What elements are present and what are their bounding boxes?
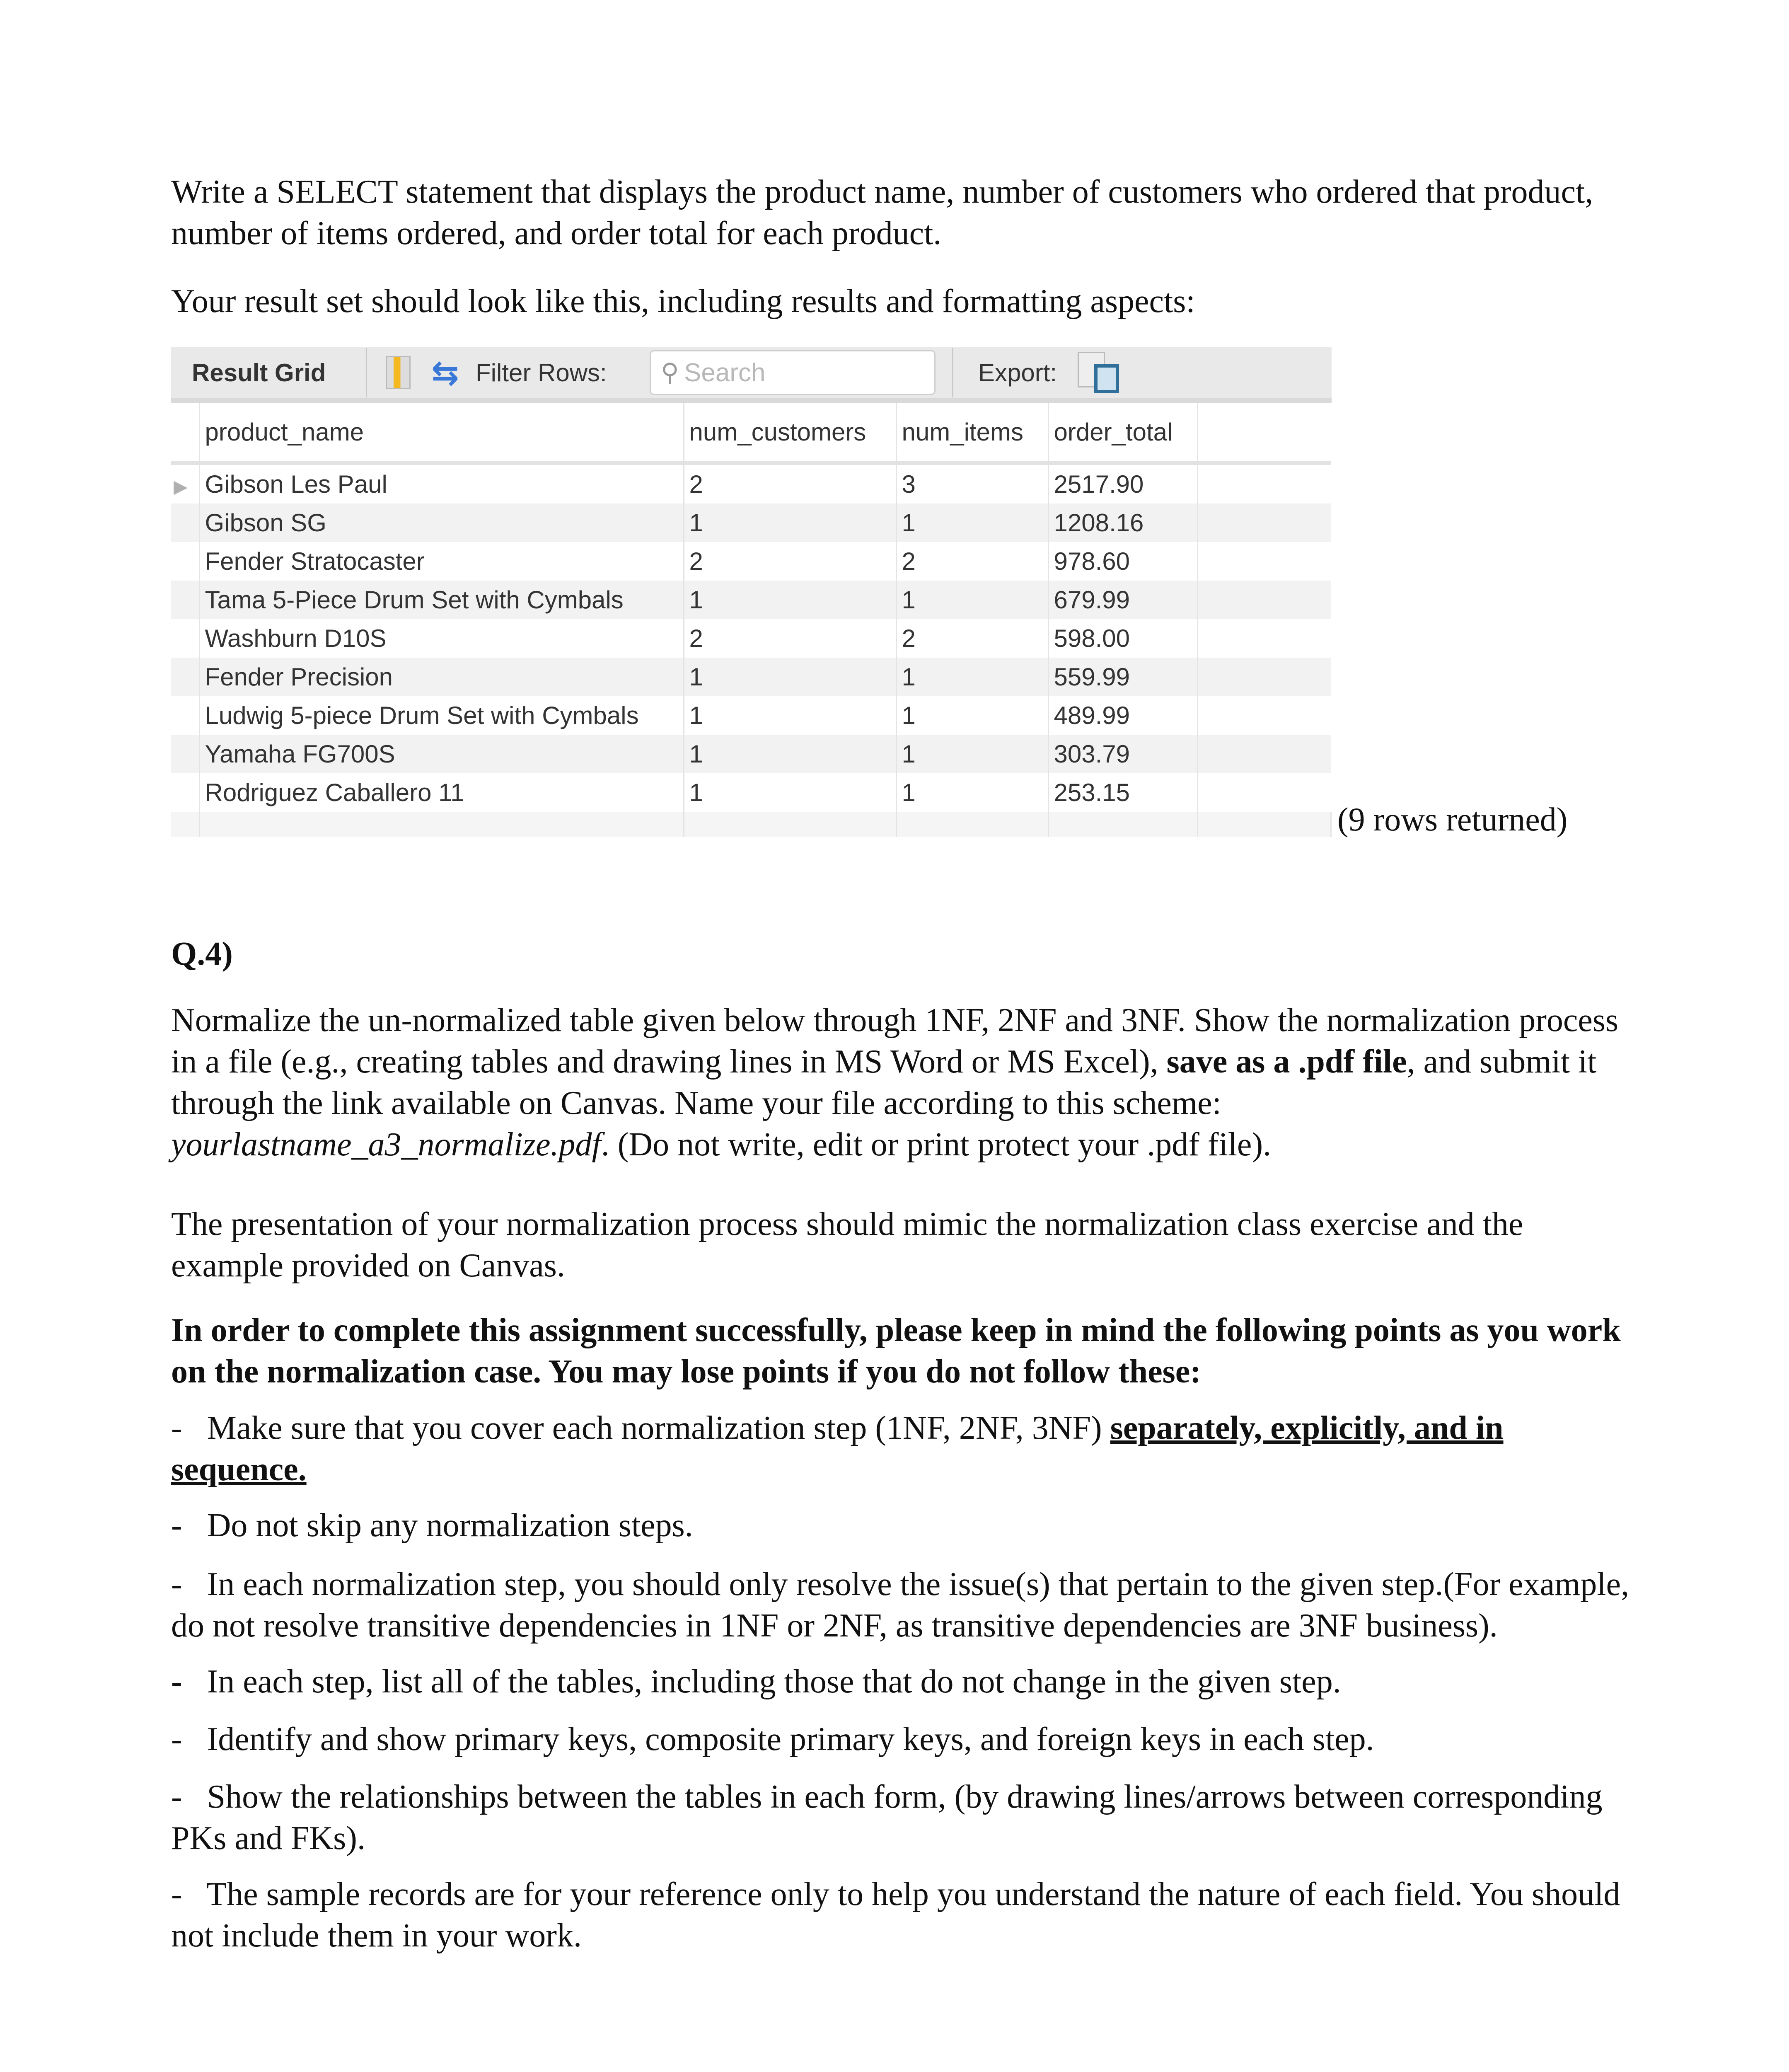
result-grid-title: Result Grid	[192, 358, 326, 387]
cell-num-items[interactable]: 1	[896, 581, 1048, 619]
bullet-text: In each step, list all of the tables, including those that do not change in the given step.	[207, 1663, 1341, 1700]
cell-num-items[interactable]: 1	[896, 658, 1048, 696]
row-gutter	[171, 542, 199, 581]
bullet-item	[171, 1719, 1629, 1760]
rows-returned: (9 rows returned)	[1337, 801, 1568, 838]
table-row[interactable]	[171, 619, 1331, 658]
requirements-intro	[171, 1310, 1629, 1392]
export-icon[interactable]	[1078, 352, 1123, 393]
column-header-num-items[interactable]: num_items	[896, 403, 1048, 463]
emphasized-text: separately, explicitly, and in sequence.	[171, 1410, 1504, 1488]
q4-instructions	[171, 1000, 1629, 1165]
cell-order-total[interactable]: 2517.90	[1048, 463, 1197, 503]
bullet-marker: -	[171, 1507, 182, 1544]
cell-num-customers[interactable]: 2	[684, 542, 896, 581]
empty-row	[171, 812, 1331, 837]
bullet-item	[171, 1505, 1629, 1546]
bullet-marker: -	[171, 1410, 182, 1446]
cell-product-name[interactable]: Fender Stratocaster	[199, 542, 684, 581]
row-gutter	[171, 658, 199, 696]
column-header-num-customers[interactable]: num_customers	[684, 403, 896, 463]
table-row[interactable]	[171, 503, 1331, 542]
row-gutter	[171, 773, 199, 812]
intro-paragraph	[171, 171, 1629, 254]
empty-cell	[199, 812, 684, 837]
cell-num-items[interactable]: 1	[896, 503, 1048, 542]
cell-product-name[interactable]: Fender Precision	[199, 658, 684, 696]
cell-num-items[interactable]: 2	[896, 619, 1048, 658]
bullet-text: The sample records are for your reference only to help you understand the nature of each field. You should not include them in your work.	[171, 1876, 1620, 1954]
intro-text: Write a SELECT statement that displays the product name, number of customers who ordered that product, number of items ordered, and order total for each product.	[171, 174, 1593, 252]
search-icon: ⚲	[661, 358, 679, 386]
empty-cell	[1197, 542, 1331, 581]
row-gutter	[171, 696, 199, 735]
q4-text: . (Do not write, edit or print protect your .pdf file).	[601, 1126, 1272, 1163]
cell-num-customers[interactable]: 1	[684, 658, 896, 696]
bullet-marker: -	[171, 1779, 182, 1815]
header-row	[171, 403, 1331, 463]
grid-layout-icon[interactable]	[386, 356, 411, 389]
requirements-intro-text: In order to complete this assignment successfully, please keep in mind the following points as you work on the normalization case. You may lose points if you do not follow these:	[171, 1312, 1621, 1390]
presentation-paragraph	[171, 1203, 1629, 1286]
cell-product-name[interactable]: Rodriguez Caballero 11	[199, 773, 684, 812]
result-grid	[171, 347, 1332, 834]
cell-num-customers[interactable]: 1	[684, 735, 896, 773]
row-gutter	[171, 581, 199, 619]
cell-product-name[interactable]: Ludwig 5-piece Drum Set with Cymbals	[199, 696, 684, 735]
refresh-icon[interactable]: ⇆	[431, 354, 459, 391]
table-row[interactable]	[171, 463, 1331, 503]
bullet-text: In each normalization step, you should only resolve the issue(s) that pertain to the given step.(For example, do not resolve transitive dependencies in 1NF or 2NF, as transitive dependencies are 3NF business).	[171, 1566, 1629, 1644]
empty-cell	[1197, 812, 1331, 837]
q4-text: , and submit it through the link available on Canvas. Name your file according to this scheme:	[171, 1043, 1597, 1121]
cell-order-total[interactable]: 679.99	[1048, 581, 1197, 619]
empty-cell	[896, 812, 1048, 837]
cell-order-total[interactable]: 1208.16	[1048, 503, 1197, 542]
cell-num-items[interactable]: 2	[896, 542, 1048, 581]
bullet-text: Make sure that you cover each normalization step (1NF, 2NF, 3NF)	[207, 1410, 1110, 1446]
bullet-text: Identify and show primary keys, composite primary keys, and foreign keys in each step.	[207, 1721, 1374, 1757]
result-grid-container	[171, 347, 1568, 838]
empty-cell	[1197, 773, 1331, 812]
cell-product-name[interactable]: Tama 5-Piece Drum Set with Cymbals	[199, 581, 684, 619]
bullet-marker: -	[171, 1566, 182, 1602]
bullet-item	[171, 1874, 1629, 1956]
empty-cell	[1048, 812, 1197, 837]
cell-order-total[interactable]: 489.99	[1048, 696, 1197, 735]
cell-num-customers[interactable]: 1	[684, 773, 896, 812]
row-gutter	[171, 619, 199, 658]
empty-cell	[1197, 463, 1331, 503]
search-input[interactable]	[650, 350, 936, 395]
cell-order-total[interactable]: 253.15	[1048, 773, 1197, 812]
export-label: Export:	[978, 358, 1057, 387]
current-row-arrow-icon: ▶	[171, 463, 199, 503]
empty-cell	[684, 812, 896, 837]
cell-num-items[interactable]: 1	[896, 773, 1048, 812]
bullet-item	[171, 1776, 1629, 1859]
cell-product-name[interactable]: Gibson Les Paul	[199, 463, 684, 503]
empty-cell	[1197, 619, 1331, 658]
cell-product-name[interactable]: Yamaha FG700S	[199, 735, 684, 773]
cell-order-total[interactable]: 303.79	[1048, 735, 1197, 773]
table-row[interactable]	[171, 735, 1331, 773]
q4-bold-text: save as a .pdf file	[1166, 1043, 1407, 1080]
bullet-item	[171, 1564, 1629, 1646]
column-header-order-total[interactable]: order_total	[1048, 403, 1197, 463]
filename-scheme: yourlastname_a3_normalize.pdf	[171, 1126, 601, 1163]
cell-order-total[interactable]: 978.60	[1048, 542, 1197, 581]
bullet-text: Do not skip any normalization steps.	[207, 1507, 693, 1544]
table-row[interactable]	[171, 542, 1331, 581]
cell-num-customers[interactable]: 2	[684, 463, 896, 503]
bullet-item	[171, 1661, 1629, 1702]
cell-num-items[interactable]: 3	[896, 463, 1048, 503]
bullet-marker: -	[171, 1663, 182, 1700]
cell-num-customers[interactable]: 1	[684, 581, 896, 619]
bullet-marker: -	[171, 1721, 182, 1757]
row-gutter	[171, 735, 199, 773]
row-gutter	[171, 503, 199, 542]
empty-cell	[1197, 503, 1331, 542]
result-note-text: Your result set should look like this, including results and formatting aspects:	[171, 283, 1195, 320]
toolbar-divider	[366, 348, 367, 397]
result-table	[171, 403, 1332, 837]
bullet-item	[171, 1407, 1629, 1490]
result-note	[171, 281, 1629, 322]
cell-num-items[interactable]: 1	[896, 696, 1048, 735]
toolbar-divider	[952, 348, 953, 397]
empty-cell	[1197, 735, 1331, 773]
cell-num-customers[interactable]: 1	[684, 696, 896, 735]
empty-cell	[1197, 696, 1331, 735]
table-row[interactable]	[171, 773, 1331, 812]
presentation-text: The presentation of your normalization process should mimic the normalization class exercise and the example provided on Canvas.	[171, 1206, 1523, 1284]
cell-order-total[interactable]: 598.00	[1048, 619, 1197, 658]
table-row[interactable]	[171, 696, 1331, 735]
q4-text: Normalize the un-normalized table given below through 1NF, 2NF and 3NF. Show the normalization process in a file (e.g., creating tables and drawing lines in MS Word or MS Excel),	[171, 1002, 1619, 1080]
cell-num-customers[interactable]: 1	[684, 503, 896, 542]
column-header-product-name[interactable]: product_name	[199, 403, 684, 463]
bullet-marker: -	[171, 1876, 182, 1912]
row-gutter	[171, 403, 199, 463]
q4-heading: Q.4)	[171, 936, 233, 972]
empty-cell	[1197, 581, 1331, 619]
empty-cell	[171, 812, 199, 837]
empty-column	[1197, 403, 1331, 463]
empty-cell	[1197, 658, 1331, 696]
cell-num-customers[interactable]: 2	[684, 619, 896, 658]
table-row[interactable]	[171, 581, 1331, 619]
bullet-text: Show the relationships between the tables in each form, (by drawing lines/arrows between corresponding PKs and FKs).	[171, 1779, 1603, 1857]
cell-product-name[interactable]: Washburn D10S	[199, 619, 684, 658]
table-row[interactable]	[171, 658, 1331, 696]
search-placeholder: Search	[684, 358, 766, 387]
cell-num-items[interactable]: 1	[896, 735, 1048, 773]
filter-rows-label: Filter Rows:	[476, 358, 607, 387]
cell-product-name[interactable]: Gibson SG	[199, 503, 684, 542]
cell-order-total[interactable]: 559.99	[1048, 658, 1197, 696]
result-grid-toolbar	[171, 347, 1332, 403]
